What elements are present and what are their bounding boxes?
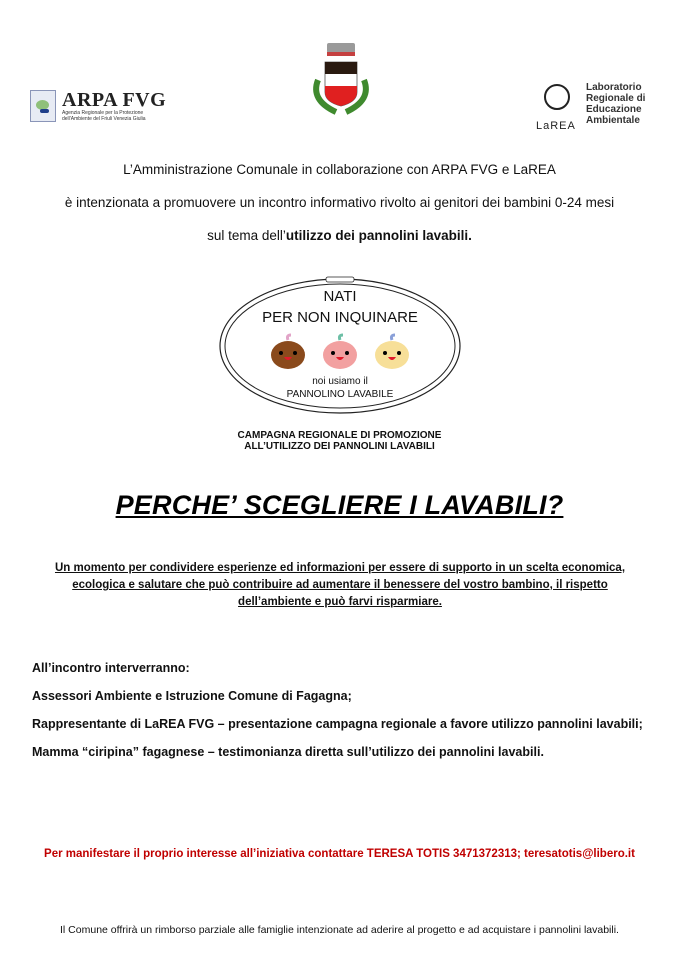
speakers-heading: All’incontro interverranno: bbox=[32, 661, 190, 675]
intro-line-3-bold: utilizzo dei pannolini lavabili. bbox=[285, 228, 472, 243]
arpa-logo-name: ARPA FVG bbox=[62, 89, 167, 111]
intro-line-2: è intenzionata a promuovere un incontro informativo rivolto ai genitori dei bambini 0-24 mesi bbox=[64, 195, 615, 210]
campaign-caption-2: ALL’UTILIZZO DEI PANNOLINI LAVABILI bbox=[244, 441, 435, 452]
badge-sub-2: PANNOLINO LAVABILE bbox=[286, 389, 394, 400]
arpa-emblem-icon bbox=[30, 90, 56, 122]
badge-title-2: PER NON INQUINARE bbox=[262, 309, 418, 326]
contact-info: Per manifestare il proprio interesse all’iniziativa contattare TERESA TOTIS 3471372313; teresatotis@libero.it bbox=[44, 848, 635, 860]
headline: PERCHE’ SCEGLIERE I LAVABILI? bbox=[115, 490, 564, 520]
municipal-crest-icon bbox=[296, 40, 386, 116]
intro-line-3-prefix: sul tema dell’ bbox=[207, 228, 286, 243]
campaign-caption-1: CAMPAGNA REGIONALE DI PROMOZIONE bbox=[237, 430, 442, 441]
arpa-logo-subtitle: Agenzia Regionale per la Protezione dell'Ambiente del Friuli Venezia Giulia bbox=[62, 110, 146, 122]
arpa-fvg-logo bbox=[30, 90, 166, 122]
baby-face-yellow-icon bbox=[375, 335, 409, 369]
badge-sub-1: noi usiamo il bbox=[312, 376, 368, 387]
baby-face-brown-icon bbox=[271, 335, 305, 369]
larea-line-4: Ambientale bbox=[586, 115, 640, 126]
larea-sun-icon bbox=[536, 80, 582, 136]
badge-title-1: NATI bbox=[323, 288, 357, 305]
larea-line-1: Laboratorio bbox=[586, 82, 642, 93]
campaign-badge bbox=[218, 276, 462, 416]
baby-face-pink-icon bbox=[323, 335, 357, 369]
intro-line-3 bbox=[0, 228, 679, 243]
speaker-item: Assessori Ambiente e Istruzione Comune di Fagagna; bbox=[32, 689, 352, 703]
larea-line-2: Regionale di bbox=[586, 93, 646, 104]
speaker-item: Rappresentante di LaREA FVG – presentazione campagna regionale a favore utilizzo pannolini lavabili; bbox=[32, 717, 643, 731]
larea-mark-text: LaREA bbox=[536, 120, 576, 132]
larea-logo bbox=[536, 80, 645, 136]
speakers-section bbox=[32, 660, 646, 772]
reimbursement-note: Il Comune offrirà un rimborso parziale alle famiglie intenzionate ad aderire al progetto e ad acquistare i pannolini lavabili. bbox=[60, 924, 619, 936]
description: Un momento per condividere esperienze ed informazioni per essere di supporto in un scelta economica, ecologica e salutare che può contribuire ad aumentare il benessere del vostro bambino, il rispetto dell’ambiente e può farvi risparmiare. bbox=[54, 562, 626, 608]
speaker-item: Mamma “ciripina” fagagnese – testimonianza diretta sull’utilizzo dei pannolini lavabili. bbox=[32, 745, 544, 759]
intro-line-1: L’Amministrazione Comunale in collaborazione con ARPA FVG e LaREA bbox=[123, 162, 556, 177]
larea-line-3: Educazione bbox=[586, 104, 642, 115]
